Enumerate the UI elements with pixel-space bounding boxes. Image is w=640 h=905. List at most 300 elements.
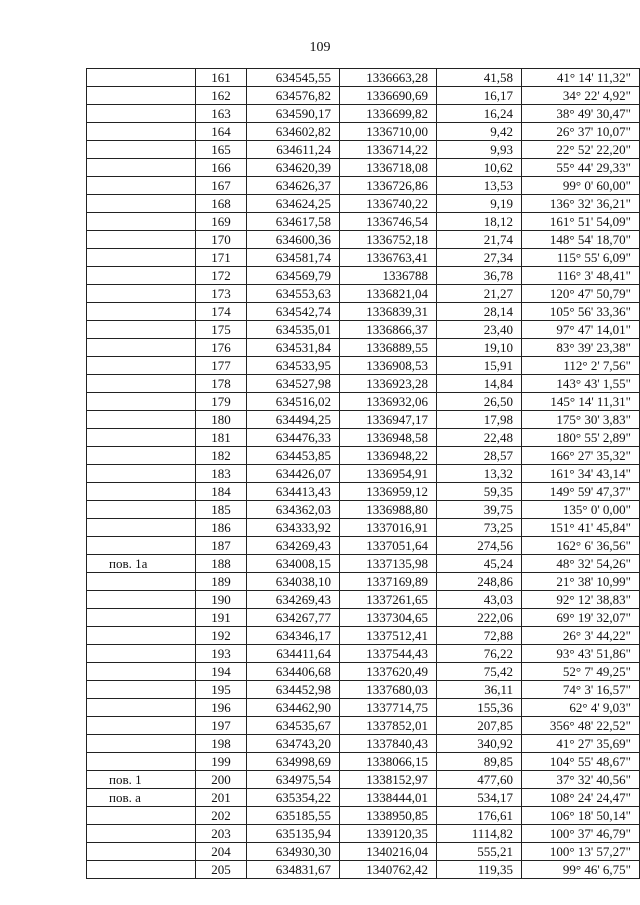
x-coordinate-cell: 634542,74 <box>247 303 340 321</box>
point-number-cell: 197 <box>196 717 247 735</box>
point-number-cell: 202 <box>196 807 247 825</box>
table-row <box>87 519 640 537</box>
segment-length-cell: 21,74 <box>437 231 522 249</box>
turn-label-cell: пов. 1а <box>87 555 196 573</box>
table-row <box>87 177 640 195</box>
y-coordinate-cell: 1336923,28 <box>340 375 437 393</box>
y-coordinate-cell: 1336746,54 <box>340 213 437 231</box>
y-coordinate-cell: 1337620,49 <box>340 663 437 681</box>
turn-label-cell <box>87 591 196 609</box>
direction-angle-cell: 37° 32' 40,56" <box>522 771 640 789</box>
table-row <box>87 411 640 429</box>
direction-angle-cell: 41° 27' 35,69" <box>522 735 640 753</box>
turn-label-cell <box>87 285 196 303</box>
table-row <box>87 159 640 177</box>
turn-label-cell <box>87 753 196 771</box>
table-row <box>87 717 640 735</box>
table-row <box>87 483 640 501</box>
x-coordinate-cell: 634553,63 <box>247 285 340 303</box>
y-coordinate-cell: 1337544,43 <box>340 645 437 663</box>
y-coordinate-cell: 1337016,91 <box>340 519 437 537</box>
point-number-cell: 189 <box>196 573 247 591</box>
x-coordinate-cell: 634531,84 <box>247 339 340 357</box>
turn-label-cell <box>87 339 196 357</box>
point-number-cell: 203 <box>196 825 247 843</box>
segment-length-cell: 340,92 <box>437 735 522 753</box>
segment-length-cell: 13,53 <box>437 177 522 195</box>
y-coordinate-cell: 1337051,64 <box>340 537 437 555</box>
direction-angle-cell: 104° 55' 48,67" <box>522 753 640 771</box>
turn-label-cell <box>87 501 196 519</box>
turn-label-cell <box>87 105 196 123</box>
table-row <box>87 861 640 879</box>
direction-angle-cell: 26° 3' 44,22" <box>522 627 640 645</box>
direction-angle-cell: 151° 41' 45,84" <box>522 519 640 537</box>
turn-label-cell <box>87 231 196 249</box>
point-number-cell: 164 <box>196 123 247 141</box>
coordinates-table-body <box>87 69 640 879</box>
turn-label-cell <box>87 321 196 339</box>
table-row <box>87 213 640 231</box>
y-coordinate-cell: 1336959,12 <box>340 483 437 501</box>
x-coordinate-cell: 634406,68 <box>247 663 340 681</box>
direction-angle-cell: 166° 27' 35,32" <box>522 447 640 465</box>
table-row <box>87 645 640 663</box>
x-coordinate-cell: 634426,07 <box>247 465 340 483</box>
x-coordinate-cell: 634362,03 <box>247 501 340 519</box>
y-coordinate-cell: 1337261,65 <box>340 591 437 609</box>
segment-length-cell: 16,24 <box>437 105 522 123</box>
turn-label-cell <box>87 807 196 825</box>
direction-angle-cell: 38° 49' 30,47" <box>522 105 640 123</box>
x-coordinate-cell: 634975,54 <box>247 771 340 789</box>
segment-length-cell: 176,61 <box>437 807 522 825</box>
x-coordinate-cell: 634998,69 <box>247 753 340 771</box>
table-row <box>87 825 640 843</box>
direction-angle-cell: 100° 13' 57,27" <box>522 843 640 861</box>
y-coordinate-cell: 1336663,28 <box>340 69 437 87</box>
x-coordinate-cell: 634527,98 <box>247 375 340 393</box>
x-coordinate-cell: 634930,30 <box>247 843 340 861</box>
y-coordinate-cell: 1337304,65 <box>340 609 437 627</box>
x-coordinate-cell: 634600,36 <box>247 231 340 249</box>
turn-label-cell <box>87 429 196 447</box>
turn-label-cell <box>87 87 196 105</box>
x-coordinate-cell: 634038,10 <box>247 573 340 591</box>
turn-label-cell <box>87 411 196 429</box>
turn-label-cell <box>87 69 196 87</box>
segment-length-cell: 207,85 <box>437 717 522 735</box>
direction-angle-cell: 97° 47' 14,01" <box>522 321 640 339</box>
turn-label-cell <box>87 861 196 879</box>
point-number-cell: 185 <box>196 501 247 519</box>
y-coordinate-cell: 1336821,04 <box>340 285 437 303</box>
turn-label-cell <box>87 177 196 195</box>
direction-angle-cell: 99° 0' 60,00" <box>522 177 640 195</box>
turn-label-cell <box>87 843 196 861</box>
segment-length-cell: 9,42 <box>437 123 522 141</box>
point-number-cell: 199 <box>196 753 247 771</box>
table-row <box>87 753 640 771</box>
segment-length-cell: 28,14 <box>437 303 522 321</box>
table-row <box>87 447 640 465</box>
table-row <box>87 771 640 789</box>
segment-length-cell: 36,78 <box>437 267 522 285</box>
point-number-cell: 169 <box>196 213 247 231</box>
turn-label-cell <box>87 195 196 213</box>
x-coordinate-cell: 634581,74 <box>247 249 340 267</box>
segment-length-cell: 9,93 <box>437 141 522 159</box>
turn-label-cell <box>87 699 196 717</box>
direction-angle-cell: 34° 22' 4,92" <box>522 87 640 105</box>
point-number-cell: 179 <box>196 393 247 411</box>
table-row <box>87 375 640 393</box>
point-number-cell: 174 <box>196 303 247 321</box>
y-coordinate-cell: 1336948,22 <box>340 447 437 465</box>
direction-angle-cell: 162° 6' 36,56" <box>522 537 640 555</box>
turn-label-cell <box>87 141 196 159</box>
turn-label-cell <box>87 213 196 231</box>
direction-angle-cell: 52° 7' 49,25" <box>522 663 640 681</box>
x-coordinate-cell: 634620,39 <box>247 159 340 177</box>
table-row <box>87 537 640 555</box>
x-coordinate-cell: 634346,17 <box>247 627 340 645</box>
point-number-cell: 177 <box>196 357 247 375</box>
point-number-cell: 175 <box>196 321 247 339</box>
table-row <box>87 195 640 213</box>
y-coordinate-cell: 1336714,22 <box>340 141 437 159</box>
turn-label-cell <box>87 123 196 141</box>
y-coordinate-cell: 1336908,53 <box>340 357 437 375</box>
point-number-cell: 190 <box>196 591 247 609</box>
turn-label-cell: пов. 1 <box>87 771 196 789</box>
x-coordinate-cell: 634333,92 <box>247 519 340 537</box>
direction-angle-cell: 161° 51' 54,09" <box>522 213 640 231</box>
point-number-cell: 194 <box>196 663 247 681</box>
direction-angle-cell: 175° 30' 3,83" <box>522 411 640 429</box>
turn-label-cell <box>87 357 196 375</box>
direction-angle-cell: 74° 3' 16,57" <box>522 681 640 699</box>
direction-angle-cell: 26° 37' 10,07" <box>522 123 640 141</box>
x-coordinate-cell: 634413,43 <box>247 483 340 501</box>
y-coordinate-cell: 1336690,69 <box>340 87 437 105</box>
x-coordinate-cell: 634462,90 <box>247 699 340 717</box>
point-number-cell: 187 <box>196 537 247 555</box>
turn-label-cell <box>87 393 196 411</box>
y-coordinate-cell: 1336947,17 <box>340 411 437 429</box>
x-coordinate-cell: 634831,67 <box>247 861 340 879</box>
table-row <box>87 321 640 339</box>
y-coordinate-cell: 1336889,55 <box>340 339 437 357</box>
x-coordinate-cell: 634535,67 <box>247 717 340 735</box>
x-coordinate-cell: 634411,64 <box>247 645 340 663</box>
segment-length-cell: 43,03 <box>437 591 522 609</box>
x-coordinate-cell: 634545,55 <box>247 69 340 87</box>
segment-length-cell: 14,84 <box>437 375 522 393</box>
y-coordinate-cell: 1337714,75 <box>340 699 437 717</box>
segment-length-cell: 19,10 <box>437 339 522 357</box>
direction-angle-cell: 105° 56' 33,36" <box>522 303 640 321</box>
point-number-cell: 182 <box>196 447 247 465</box>
direction-angle-cell: 41° 14' 11,32" <box>522 69 640 87</box>
x-coordinate-cell: 635185,55 <box>247 807 340 825</box>
point-number-cell: 176 <box>196 339 247 357</box>
turn-label-cell <box>87 825 196 843</box>
point-number-cell: 192 <box>196 627 247 645</box>
y-coordinate-cell: 1338152,97 <box>340 771 437 789</box>
turn-label-cell <box>87 249 196 267</box>
segment-length-cell: 41,58 <box>437 69 522 87</box>
direction-angle-cell: 143° 43' 1,55" <box>522 375 640 393</box>
y-coordinate-cell: 1336988,80 <box>340 501 437 519</box>
direction-angle-cell: 92° 12' 38,83" <box>522 591 640 609</box>
y-coordinate-cell: 1336718,08 <box>340 159 437 177</box>
x-coordinate-cell: 634516,02 <box>247 393 340 411</box>
y-coordinate-cell: 1338950,85 <box>340 807 437 825</box>
point-number-cell: 162 <box>196 87 247 105</box>
point-number-cell: 168 <box>196 195 247 213</box>
point-number-cell: 186 <box>196 519 247 537</box>
table-row <box>87 591 640 609</box>
y-coordinate-cell: 1336948,58 <box>340 429 437 447</box>
direction-angle-cell: 108° 24' 24,47" <box>522 789 640 807</box>
y-coordinate-cell: 1337512,41 <box>340 627 437 645</box>
y-coordinate-cell: 1336839,31 <box>340 303 437 321</box>
point-number-cell: 167 <box>196 177 247 195</box>
x-coordinate-cell: 634453,85 <box>247 447 340 465</box>
y-coordinate-cell: 1337169,89 <box>340 573 437 591</box>
y-coordinate-cell: 1336954,91 <box>340 465 437 483</box>
turn-label-cell <box>87 627 196 645</box>
coordinates-table <box>86 68 640 879</box>
table-row <box>87 681 640 699</box>
turn-label-cell <box>87 645 196 663</box>
y-coordinate-cell: 1338066,15 <box>340 753 437 771</box>
x-coordinate-cell: 634576,82 <box>247 87 340 105</box>
segment-length-cell: 45,24 <box>437 555 522 573</box>
turn-label-cell <box>87 573 196 591</box>
x-coordinate-cell: 634617,58 <box>247 213 340 231</box>
segment-length-cell: 18,12 <box>437 213 522 231</box>
point-number-cell: 196 <box>196 699 247 717</box>
segment-length-cell: 17,98 <box>437 411 522 429</box>
point-number-cell: 204 <box>196 843 247 861</box>
point-number-cell: 200 <box>196 771 247 789</box>
table-row <box>87 105 640 123</box>
direction-angle-cell: 136° 32' 36,21" <box>522 195 640 213</box>
point-number-cell: 173 <box>196 285 247 303</box>
y-coordinate-cell: 1337852,01 <box>340 717 437 735</box>
y-coordinate-cell: 1336763,41 <box>340 249 437 267</box>
y-coordinate-cell: 1337680,03 <box>340 681 437 699</box>
point-number-cell: 163 <box>196 105 247 123</box>
direction-angle-cell: 55° 44' 29,33" <box>522 159 640 177</box>
direction-angle-cell: 21° 38' 10,99" <box>522 573 640 591</box>
x-coordinate-cell: 634008,15 <box>247 555 340 573</box>
direction-angle-cell: 93° 43' 51,86" <box>522 645 640 663</box>
point-number-cell: 205 <box>196 861 247 879</box>
segment-length-cell: 119,35 <box>437 861 522 879</box>
point-number-cell: 170 <box>196 231 247 249</box>
y-coordinate-cell: 1336932,06 <box>340 393 437 411</box>
table-row <box>87 249 640 267</box>
y-coordinate-cell: 1336699,82 <box>340 105 437 123</box>
table-row <box>87 699 640 717</box>
segment-length-cell: 75,42 <box>437 663 522 681</box>
segment-length-cell: 555,21 <box>437 843 522 861</box>
direction-angle-cell: 356° 48' 22,52" <box>522 717 640 735</box>
point-number-cell: 188 <box>196 555 247 573</box>
table-row <box>87 123 640 141</box>
turn-label-cell <box>87 681 196 699</box>
y-coordinate-cell: 1338444,01 <box>340 789 437 807</box>
y-coordinate-cell: 1339120,35 <box>340 825 437 843</box>
table-row <box>87 267 640 285</box>
segment-length-cell: 222,06 <box>437 609 522 627</box>
segment-length-cell: 39,75 <box>437 501 522 519</box>
turn-label-cell <box>87 663 196 681</box>
point-number-cell: 198 <box>196 735 247 753</box>
point-number-cell: 178 <box>196 375 247 393</box>
direction-angle-cell: 106° 18' 50,14" <box>522 807 640 825</box>
y-coordinate-cell: 1337135,98 <box>340 555 437 573</box>
point-number-cell: 165 <box>196 141 247 159</box>
direction-angle-cell: 48° 32' 54,26" <box>522 555 640 573</box>
x-coordinate-cell: 634624,25 <box>247 195 340 213</box>
y-coordinate-cell: 1340216,04 <box>340 843 437 861</box>
x-coordinate-cell: 635354,22 <box>247 789 340 807</box>
table-row <box>87 555 640 573</box>
segment-length-cell: 274,56 <box>437 537 522 555</box>
y-coordinate-cell: 1336788 <box>340 267 437 285</box>
table-row <box>87 429 640 447</box>
x-coordinate-cell: 634533,95 <box>247 357 340 375</box>
segment-length-cell: 1114,82 <box>437 825 522 843</box>
turn-label-cell <box>87 465 196 483</box>
segment-length-cell: 27,34 <box>437 249 522 267</box>
y-coordinate-cell: 1336752,18 <box>340 231 437 249</box>
x-coordinate-cell: 634476,33 <box>247 429 340 447</box>
direction-angle-cell: 69° 19' 32,07" <box>522 609 640 627</box>
y-coordinate-cell: 1337840,43 <box>340 735 437 753</box>
direction-angle-cell: 100° 37' 46,79" <box>522 825 640 843</box>
turn-label-cell <box>87 735 196 753</box>
table-row <box>87 69 640 87</box>
table-row <box>87 735 640 753</box>
y-coordinate-cell: 1336710,00 <box>340 123 437 141</box>
table-row <box>87 609 640 627</box>
segment-length-cell: 59,35 <box>437 483 522 501</box>
segment-length-cell: 22,48 <box>437 429 522 447</box>
segment-length-cell: 73,25 <box>437 519 522 537</box>
turn-label-cell <box>87 267 196 285</box>
segment-length-cell: 477,60 <box>437 771 522 789</box>
point-number-cell: 180 <box>196 411 247 429</box>
direction-angle-cell: 83° 39' 23,38" <box>522 339 640 357</box>
point-number-cell: 184 <box>196 483 247 501</box>
direction-angle-cell: 148° 54' 18,70" <box>522 231 640 249</box>
table-row <box>87 357 640 375</box>
y-coordinate-cell: 1336740,22 <box>340 195 437 213</box>
segment-length-cell: 248,86 <box>437 573 522 591</box>
direction-angle-cell: 120° 47' 50,79" <box>522 285 640 303</box>
segment-length-cell: 15,91 <box>437 357 522 375</box>
x-coordinate-cell: 634611,24 <box>247 141 340 159</box>
table-row <box>87 843 640 861</box>
x-coordinate-cell: 635135,94 <box>247 825 340 843</box>
table-row <box>87 627 640 645</box>
direction-angle-cell: 149° 59' 47,37" <box>522 483 640 501</box>
x-coordinate-cell: 634452,98 <box>247 681 340 699</box>
point-number-cell: 193 <box>196 645 247 663</box>
table-row <box>87 663 640 681</box>
direction-angle-cell: 112° 2' 7,56" <box>522 357 640 375</box>
x-coordinate-cell: 634602,82 <box>247 123 340 141</box>
segment-length-cell: 76,22 <box>437 645 522 663</box>
segment-length-cell: 72,88 <box>437 627 522 645</box>
turn-label-cell <box>87 519 196 537</box>
direction-angle-cell: 115° 55' 6,09" <box>522 249 640 267</box>
segment-length-cell: 10,62 <box>437 159 522 177</box>
point-number-cell: 195 <box>196 681 247 699</box>
turn-label-cell <box>87 483 196 501</box>
segment-length-cell: 28,57 <box>437 447 522 465</box>
table-row <box>87 231 640 249</box>
table-row <box>87 807 640 825</box>
x-coordinate-cell: 634743,20 <box>247 735 340 753</box>
page-number: 109 <box>309 40 331 55</box>
segment-length-cell: 534,17 <box>437 789 522 807</box>
x-coordinate-cell: 634269,43 <box>247 537 340 555</box>
table-row <box>87 285 640 303</box>
turn-label-cell <box>87 609 196 627</box>
segment-length-cell: 16,17 <box>437 87 522 105</box>
x-coordinate-cell: 634269,43 <box>247 591 340 609</box>
table-row <box>87 141 640 159</box>
direction-angle-cell: 116° 3' 48,41" <box>522 267 640 285</box>
point-number-cell: 181 <box>196 429 247 447</box>
segment-length-cell: 21,27 <box>437 285 522 303</box>
table-row <box>87 501 640 519</box>
segment-length-cell: 155,36 <box>437 699 522 717</box>
table-row <box>87 87 640 105</box>
turn-label-cell <box>87 159 196 177</box>
table-row <box>87 789 640 807</box>
point-number-cell: 166 <box>196 159 247 177</box>
segment-length-cell: 13,32 <box>437 465 522 483</box>
point-number-cell: 171 <box>196 249 247 267</box>
direction-angle-cell: 135° 0' 0,00" <box>522 501 640 519</box>
direction-angle-cell: 99° 46' 6,75" <box>522 861 640 879</box>
direction-angle-cell: 22° 52' 22,20" <box>522 141 640 159</box>
y-coordinate-cell: 1336866,37 <box>340 321 437 339</box>
point-number-cell: 183 <box>196 465 247 483</box>
turn-label-cell <box>87 537 196 555</box>
x-coordinate-cell: 634590,17 <box>247 105 340 123</box>
segment-length-cell: 36,11 <box>437 681 522 699</box>
segment-length-cell: 9,19 <box>437 195 522 213</box>
x-coordinate-cell: 634535,01 <box>247 321 340 339</box>
y-coordinate-cell: 1336726,86 <box>340 177 437 195</box>
table-row <box>87 465 640 483</box>
direction-angle-cell: 161° 34' 43,14" <box>522 465 640 483</box>
turn-label-cell <box>87 447 196 465</box>
segment-length-cell: 26,50 <box>437 393 522 411</box>
x-coordinate-cell: 634626,37 <box>247 177 340 195</box>
x-coordinate-cell: 634494,25 <box>247 411 340 429</box>
direction-angle-cell: 180° 55' 2,89" <box>522 429 640 447</box>
point-number-cell: 172 <box>196 267 247 285</box>
